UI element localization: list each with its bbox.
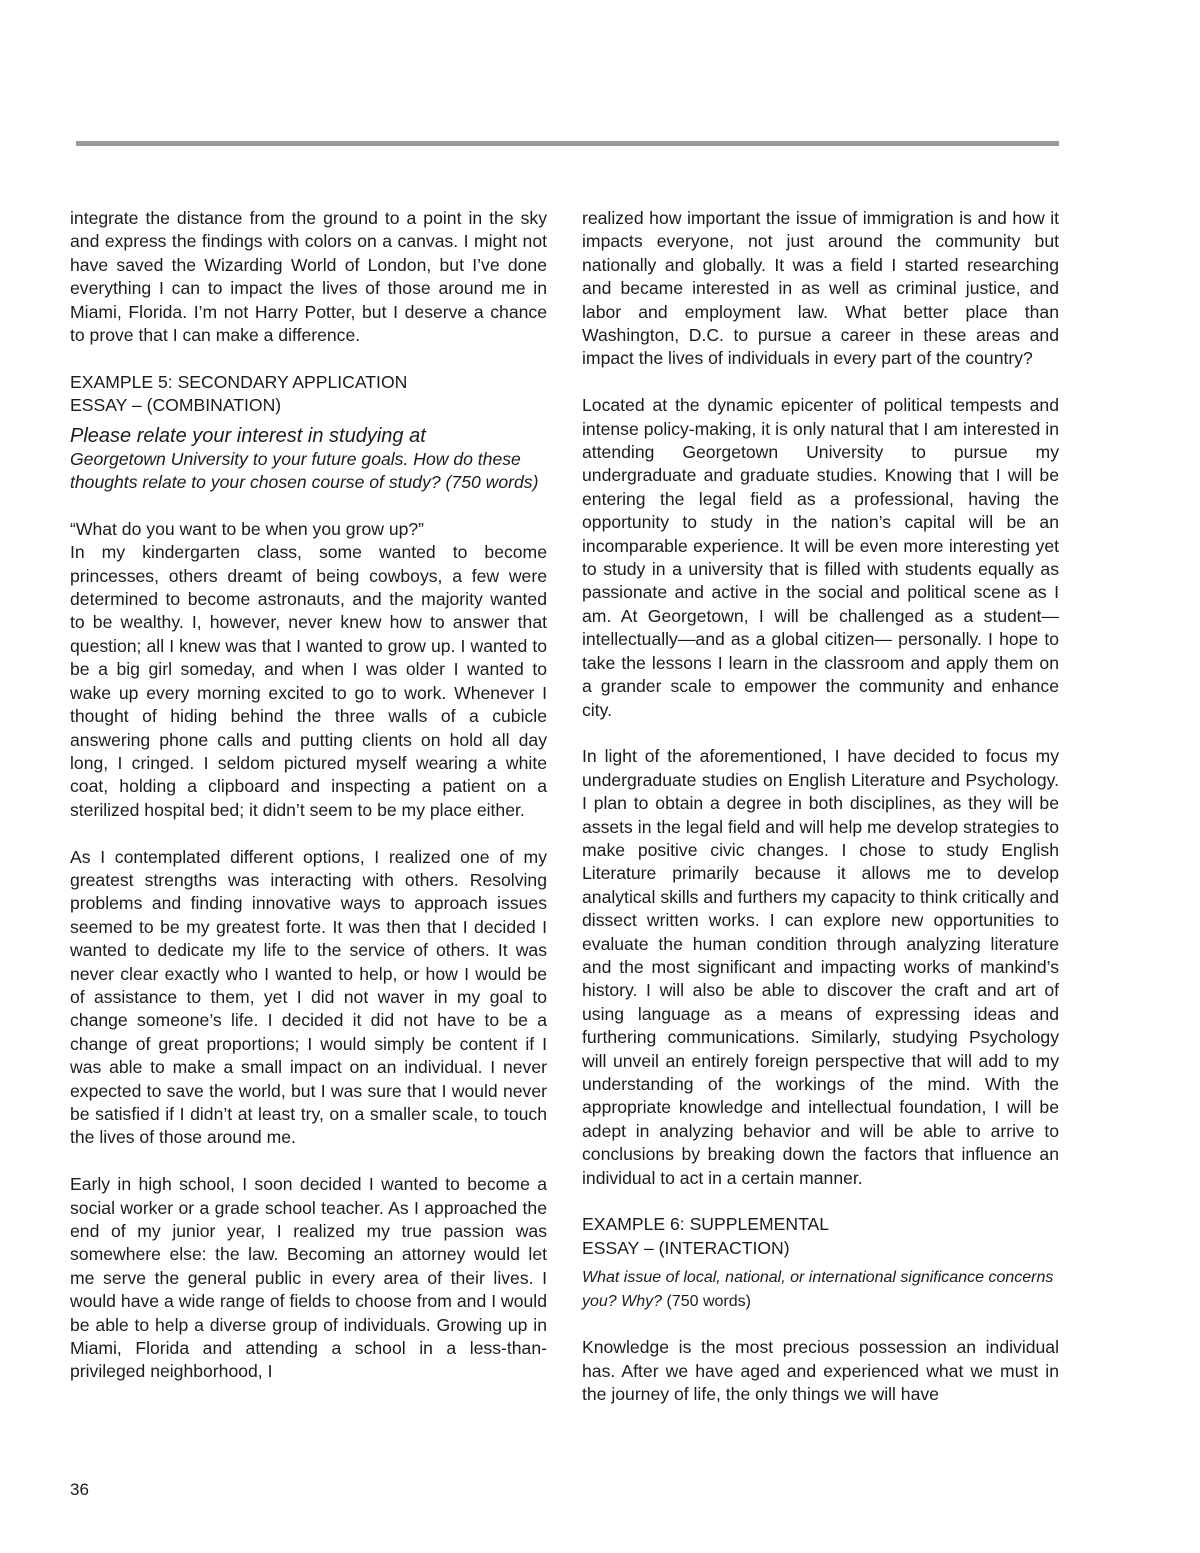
example-5-prompt-rest: Georgetown University to your future goals. How do these thoughts relate to your chosen course of study? (750 words): [70, 448, 539, 493]
example-6-prompt: [582, 1266, 1059, 1313]
essay-opening-quote: “What do you want to be when you grow up?”: [70, 518, 425, 539]
left-paragraph-2: In my kindergarten class, some wanted to become princesses, others dreamt of being cowboys, a few were determined to become astronauts, and the majority wanted to be wealthy. I, however, never knew how to answer that question; all I knew was that I wanted to grow up. I wanted to be a big girl someday, and when I was older I wanted to wake up every morning excited to go to work. Whenever I thought of hiding behind the three walls of a cubicle answering phone calls and putting clients on hold all day long, I cringed. I seldom pictured myself wearing a white coat, holding a clipboard and inspecting a patient on a sterilized hospital bed; it didn’t seem to be my place either.: [70, 542, 547, 820]
right-paragraph-4: Knowledge is the most precious possession an individual has. After we have aged and experienced what we must in the journey of life, the only things we will have: [582, 1337, 1059, 1405]
left-paragraph-3: As I contemplated different options, I realized one of my greatest strengths was interacting with others. Resolving problems and finding innovative ways to approach issues seemed to be my greatest forte. It was then that I decided I wanted to dedicate my life to the service of others. It was never clear exactly who I wanted to help, or how I would be of assistance to them, yet I did not waver in my goal to change someone’s life. I decided it did not have to be a change of great proportions; I would simply be content if I was able to make a small impact on an individual. I never expected to save the world, but I was sure that I would never be satisfied if I didn’t at least try, on a smaller scale, to touch the lives of those around me.: [70, 846, 547, 1148]
left-column: [70, 207, 547, 1384]
left-paragraph-4: Early in high school, I soon decided I wanted to become a social worker or a grade school teacher. As I approached the end of my junior year, I realized my true passion was somewhere else: the law. Becoming an attorney would let me serve the general public in every area of their lives. I would have a wide range of fields to choose from and I would be able to help a diverse group of individuals. Growing up in Miami, Florida and attending a school in a less-than- privileged neighborhood, I: [70, 1174, 547, 1382]
example-5-heading: [70, 371, 547, 418]
right-paragraph-2: Located at the dynamic epicenter of political tempests and intense policy-making, it is only natural that I am interested in attending Georgetown University to pursue my undergraduate and graduate studies. Knowing that I will be entering the legal field as a professional, having the opportunity to study in the nation’s capital will be an incomparable experience. It will be even more interesting yet to study in a university that is filled with students equally as passionate and active in the social and political scene as I am. At Georgetown, I will be challenged as a student—intellectually—and as a global citizen— personally. I hope to take the lessons I learn in the classroom and apply them on a grander scale to empower the community and enhance city.: [582, 395, 1059, 720]
example-5-heading-line-2: ESSAY – (COMBINATION): [70, 395, 282, 416]
example-6-heading-line-2: ESSAY – (INTERACTION): [582, 1237, 790, 1258]
page-number: 36: [70, 1480, 89, 1499]
right-paragraph-3: In light of the aforementioned, I have decided to focus my undergraduate studies on English Literature and Psychology. I plan to obtain a degree in both disciplines, as they will be assets in the legal field and will help me develop strategies to make positive civic changes. I chose to study English Literature primarily because it allows me to develop analytical skills and furthers my capacity to think critically and dissect written works. I can explore new opportunities to evaluate the human condition through analyzing literature and the most significant and impacting works of mankind’s history. I will also be able to discover the craft and art of using language as a means of expressing ideas and furthering communications. Similarly, studying Psychology will unveil an entirely foreign perspective that will add to my understanding of the workings of the mind. With the appropriate knowledge and intellectual foundation, I will be adept in analyzing behavior and will be able to arrive to conclusions by breaking down the factors that influence an individual to act in a certain manner.: [582, 746, 1059, 1188]
right-paragraph-1: realized how important the issue of immigration is and how it impacts everyone, not just around the community but nationally and globally. It was a field I started researching and became interested in as well as criminal justice, and labor and employment law. What better place than Washington, D.C. to pursue a career in these areas and impact the lives of individuals in every part of the country?: [582, 208, 1059, 369]
example-6-prompt-word-count: (750 words): [666, 1292, 751, 1310]
example-5-heading-line-1: EXAMPLE 5: SECONDARY APPLICATION: [70, 371, 408, 392]
example-5-prompt: [70, 424, 547, 495]
example-6-heading-line-1: EXAMPLE 6: SUPPLEMENTAL: [582, 1214, 830, 1235]
right-column: [582, 207, 1059, 1407]
example-6-heading: [582, 1213, 1059, 1260]
example-6-prompt-question: What issue of local, national, or international significance concerns you? Why?: [582, 1269, 1054, 1310]
header-rule: [76, 141, 1059, 146]
left-paragraph-1: integrate the distance from the ground to a point in the sky and express the findings with colors on a canvas. I might not have saved the Wizarding World of London, but I’ve done everything I can to impact the lives of those around me in Miami, Florida. I’m not Harry Potter, but I deserve a chance to prove that I can make a difference.: [70, 208, 547, 346]
example-5-prompt-line-1: Please relate your interest in studying at: [70, 424, 426, 447]
